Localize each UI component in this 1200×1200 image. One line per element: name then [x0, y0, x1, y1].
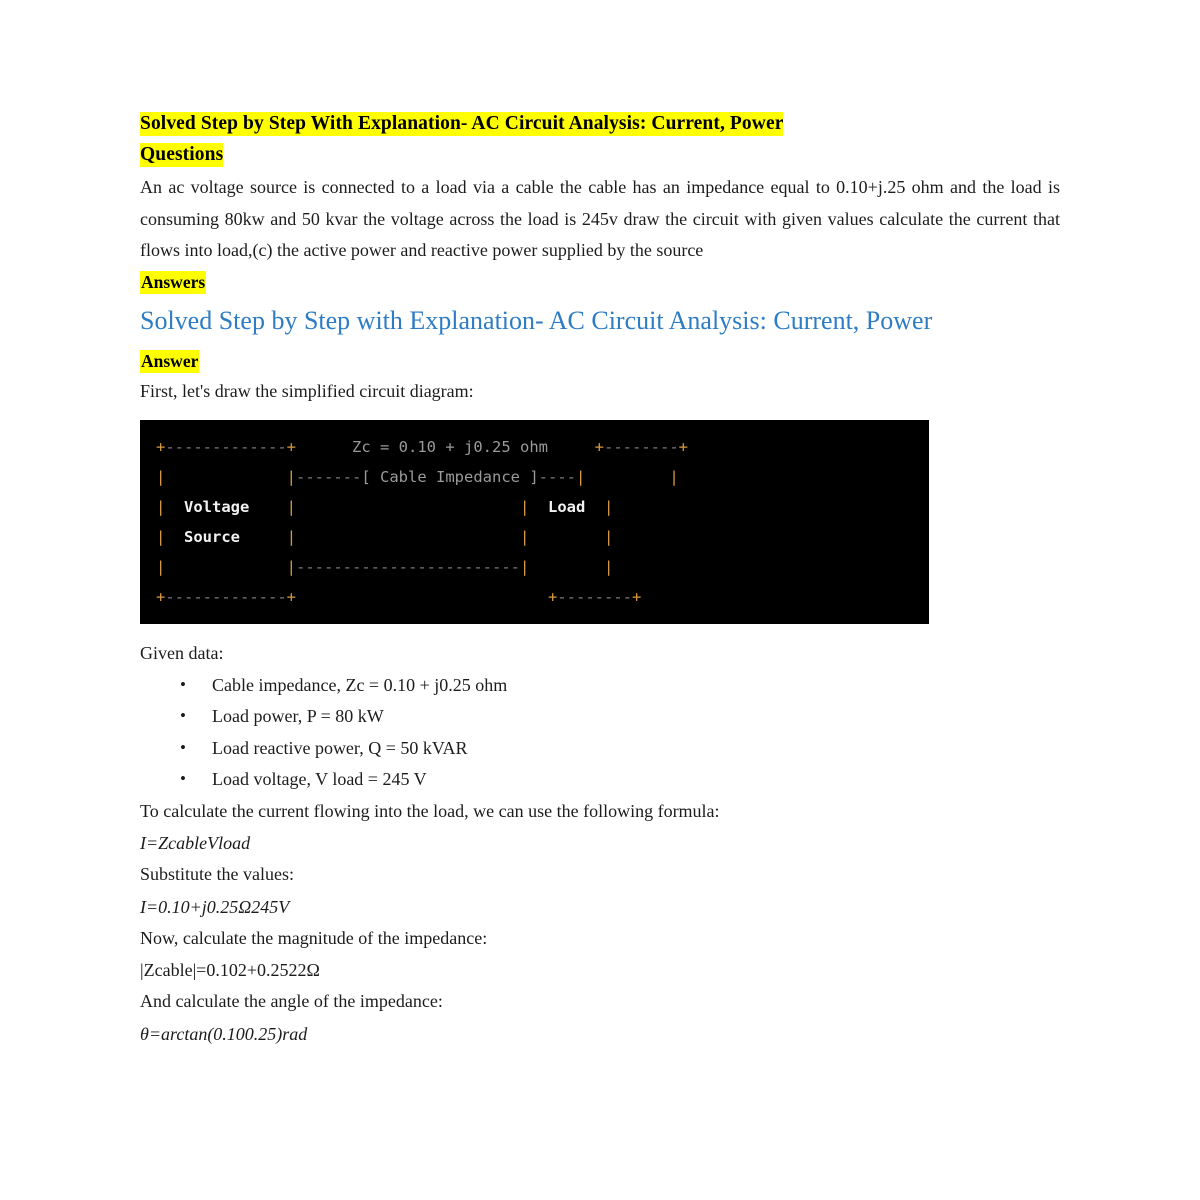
- answer-heading: [140, 346, 1060, 376]
- blue-section-heading: Solved Step by Step with Explanation- AC Circuit Analysis: Current, Power: [140, 305, 933, 335]
- circuit-diagram-glyphs: +: [547, 588, 558, 606]
- circuit-diagram-glyphs: +: [156, 588, 166, 606]
- formula-magnitude: [140, 954, 1060, 986]
- list-item: • Cable impedance, Zc = 0.10 + j0.25 ohm: [180, 670, 1060, 702]
- list-item: • Load voltage, V load = 245 V: [180, 764, 1060, 796]
- question-paragraph: An ac voltage source is connected to a load via a cable the cable has an impedance equal to 0.10+j.25 ohm and the load is consuming 80kw and 50 kvar the voltage across the load is 245v draw the circuit with given values calculate the current that flows into load,(c) the active power and reactive power supplied by the source: [140, 177, 1060, 260]
- circuit-diagram-glyphs: [585, 468, 669, 486]
- circuit-diagram-glyphs: [249, 498, 286, 516]
- list-item: • Load power, P = 80 kW: [180, 701, 1060, 733]
- circuit-diagram-row: [156, 582, 915, 612]
- circuit-diagram-glyphs: |: [156, 498, 166, 516]
- circuit-diagram-row: [156, 432, 915, 462]
- circuit-diagram-glyphs: +: [631, 588, 642, 606]
- circuit-diagram-glyphs: -------------: [165, 588, 287, 606]
- circuit-diagram-glyphs: |: [520, 528, 530, 546]
- page-title-line-2: Questions: [140, 144, 224, 165]
- circuit-diagram-glyphs: |: [156, 468, 166, 486]
- circuit-diagram-glyphs: [165, 498, 184, 516]
- page-title-line-1: Solved Step by Step With Explanation- AC Circuit Analysis: Current, Power: [140, 113, 784, 134]
- formula-angle-text: θ=arctan(0.100.25)rad: [140, 1023, 308, 1044]
- circuit-diagram-glyphs: --------: [557, 588, 632, 606]
- answers-heading-text: Answers: [141, 271, 206, 292]
- circuit-diagram-glyphs: +: [678, 438, 688, 456]
- formula-current-text: I=ZcableVload: [140, 833, 251, 853]
- angle-label: And calculate the angle of the impedance:: [140, 991, 443, 1011]
- page-title: [140, 108, 1060, 170]
- circuit-diagram-glyphs: --------: [604, 438, 679, 456]
- circuit-diagram-glyphs: +: [594, 438, 604, 456]
- circuit-diagram-glyphs: [529, 498, 548, 516]
- circuit-diagram-glyphs: [529, 558, 604, 576]
- circuit-diagram-glyphs: |: [156, 528, 166, 546]
- circuit-diagram-glyphs: [296, 438, 352, 456]
- formula-substituted: [140, 891, 1060, 923]
- circuit-diagram-glyphs: |: [286, 498, 297, 516]
- circuit-diagram-glyphs: |: [519, 558, 530, 576]
- circuit-diagram-row: [156, 462, 915, 492]
- substitute-label: Substitute the values:: [140, 864, 294, 884]
- circuit-diagram-glyphs: [165, 528, 184, 546]
- circuit-diagram-glyphs: Voltage: [184, 498, 250, 516]
- formula-substituted-text: I=0.10+j0.25Ω245V: [140, 896, 290, 917]
- formula-angle: [140, 1018, 1060, 1050]
- formula-magnitude-text: |Zcable|=0.102+0.2522Ω: [140, 960, 320, 980]
- circuit-diagram-glyphs: -------: [296, 468, 362, 486]
- circuit-diagram-glyphs: [ Cable Impedance ]: [361, 468, 539, 486]
- circuit-diagram-glyphs: [585, 498, 604, 516]
- circuit-diagram-glyphs: [296, 528, 520, 546]
- circuit-diagram-glyphs: Source: [184, 528, 241, 546]
- circuit-diagram-glyphs: Load: [548, 498, 586, 516]
- circuit-diagram-row: [156, 492, 915, 522]
- intro-line: First, let's draw the simplified circuit diagram:: [140, 380, 474, 401]
- circuit-diagram-glyphs: |: [286, 528, 297, 546]
- circuit-diagram-row: [156, 552, 915, 582]
- formula-intro: To calculate the current flowing into the load, we can use the following formula:: [140, 800, 720, 821]
- answers-heading: [140, 267, 1060, 297]
- document-body: [140, 108, 1060, 1050]
- given-data-label: Given data:: [140, 643, 224, 663]
- circuit-diagram-glyphs: |: [519, 498, 530, 516]
- circuit-diagram-glyphs: +: [156, 438, 166, 456]
- circuit-diagram-glyphs: [296, 498, 520, 516]
- circuit-diagram-glyphs: [548, 438, 595, 456]
- circuit-diagram-glyphs: |: [604, 498, 614, 516]
- circuit-diagram-glyphs: |: [286, 558, 297, 576]
- circuit-diagram-glyphs: ----: [538, 468, 576, 486]
- list-item: • Load reactive power, Q = 50 kVAR: [180, 733, 1060, 765]
- circuit-diagram-row: [156, 522, 915, 552]
- magnitude-label: Now, calculate the magnitude of the impedance:: [140, 927, 488, 948]
- circuit-diagram-glyphs: [240, 528, 287, 546]
- circuit-diagram-glyphs: |: [604, 528, 614, 546]
- formula-current: [140, 827, 1060, 859]
- circuit-diagram-ascii-art: [140, 420, 929, 624]
- circuit-diagram-glyphs: [529, 528, 604, 546]
- circuit-diagram-glyphs: |: [156, 558, 166, 576]
- circuit-diagram-glyphs: |: [286, 468, 297, 486]
- circuit-diagram-glyphs: |: [603, 558, 614, 576]
- circuit-diagram-glyphs: -------------: [165, 438, 287, 456]
- circuit-diagram-glyphs: [296, 588, 548, 606]
- circuit-diagram-glyphs: Zc = 0.10 + j0.25 ohm: [352, 438, 548, 456]
- circuit-diagram-glyphs: [165, 558, 286, 576]
- circuit-diagram-glyphs: +: [286, 438, 297, 456]
- circuit-diagram-glyphs: +: [286, 588, 297, 606]
- circuit-diagram-glyphs: ------------------------: [296, 558, 520, 576]
- answer-heading-text: Answer: [141, 350, 199, 371]
- circuit-diagram-glyphs: [165, 468, 286, 486]
- circuit-diagram-glyphs: |: [575, 468, 586, 486]
- given-data-list: [140, 670, 1060, 796]
- circuit-diagram-glyphs: |: [669, 468, 679, 486]
